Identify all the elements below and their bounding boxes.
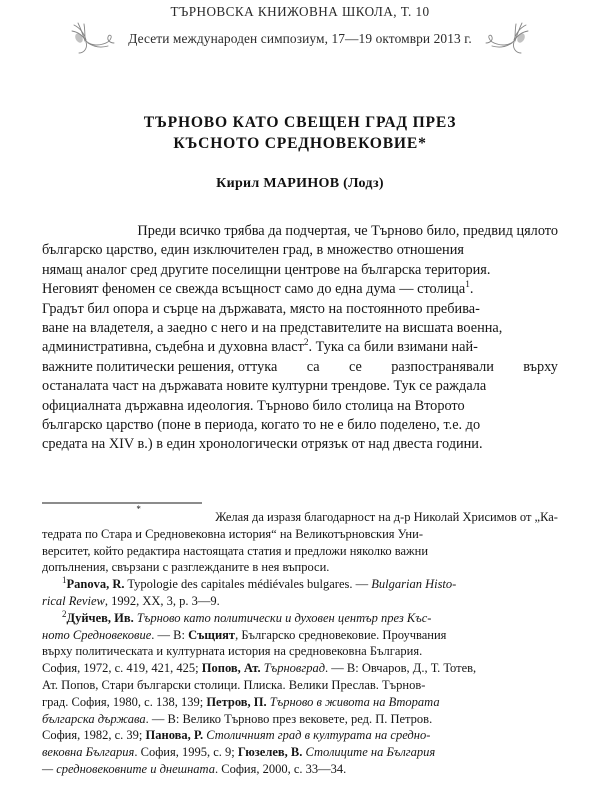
title-line-1: ТЪРНОВО КАТО СВЕЩЕН ГРАД ПРЕЗ [143,114,457,131]
footnote-star [42,504,558,576]
footnote-star-line-3: верситет, който редактира настоящата статия и предложи няколко важни [42,543,429,558]
body-line-8: важните политически решения, оттука са се разпостранявали върху [42,358,558,375]
footnote-ref-2[interactable]: 2 [303,338,309,349]
footnote-2-line-6: град. София, 1980, с. 138, 139; Петров, П. Търново в живота на Втората [42,694,440,709]
footnotes [42,504,558,778]
footnote-2-line-7: българска държава. — В: Велико Търново през вековете, ред. П. Петров. [42,711,433,726]
body-line-5: Градът бил опора и сърце на държавата, място на постоянното пребива- [42,300,480,317]
footnote-star-line-1: * Желая да изразя благодарност на д-р Николай Хрисимов от „Ка- [136,504,558,524]
footnote-1 [42,576,558,610]
footnote-ref-1[interactable]: 1 [465,280,470,291]
footnote-1-marker: 1 [62,575,67,586]
footnote-2-line-10: — средновековните и днешната. София, 2000, с. 33—34. [42,761,347,776]
page-title [0,112,600,154]
footnote-2-line-8: София, 1982, с. 39; Панова, Р. Столичният град в културата на средно- [42,728,431,743]
footnote-star-line-4: допълнения, свързани с разглежданите в нея въпроси. [42,560,330,575]
footnote-1-line-1: $^1$Panova, R. Typologie des capitales médiévales bulgares. — Bulgarian Histo- [62,575,457,592]
body-line-4: Неговият феномен се свежда всъщност само до една дума — столица$^1$. [42,280,474,298]
footnote-2-line-1: $^2$Дуйчев, Ив. Търново като политически и духовен център през Къс- [62,608,432,625]
footnote-star-line-2: тедрата по Стара и Средновековна история“ на Великотърновския Уни- [42,526,423,541]
body-line-10: официалната държавна идеология. Търново било столица на Второто [42,397,465,414]
body-line-2: българско царство, един изключителен град, в множество отношения [42,242,464,259]
footnote-2 [42,610,558,778]
paragraph-1 [42,222,558,455]
body-line-11: българско царство (поне в периода, когато то не е било поделено, т.е. до [42,417,481,434]
floral-ornament-right-icon [478,21,530,55]
footnote-2-line-3: върху политическата и културната история на средновековна България. [42,644,423,659]
footnote-2-marker: 2 [62,608,67,619]
title-line-2: КЪСНОТО СРЕДНОВЕКОВИЕ* [173,135,427,152]
body-line-9: останалата част на държавата новите културни трендове. Тук се раждала [42,378,487,395]
body-line-3: нямащ аналог сред другите поселищни центрове на българска територия. [42,261,491,278]
footnote-2-line-2: ното Средновековие. — В: Същият, Българско средновековие. Проучвания [42,627,447,642]
running-head-volume: ТЪРНОВСКА КНИЖОВНА ШКОЛА, Т. 10 [170,4,430,19]
title-block [0,112,600,192]
footnote-2-line-5: Ат. Попов, Стари български столици. Плиска. Велики Преслав. Търнов- [42,677,426,692]
floral-ornament-left-icon [70,21,122,55]
footnote-1-line-2: rical Review, 1992, XX, 3, p. 3—9. [42,593,220,608]
footnote-2-line-9: вековна България. София, 1995, с. 9; Гюзелев, В. Столиците на България [42,745,436,760]
running-head-symposium: Десети международен симпозиум, 17—19 октомври 2013 г. [128,30,472,46]
body-line-6: ване на владетеля, а заедно с него и на представителите на висшата военна, [42,320,503,337]
footnote-separator [42,502,202,504]
footnote-2-line-4: София, 1972, с. 419, 421, 425; Попов, Ат. Търновград. — В: Овчаров, Д., Т. Тотев, [42,661,477,676]
footnote-star-marker: * [136,504,141,514]
author-name: Кирил МАРИНОВ (Лодз) [216,176,384,191]
body-line-7: административна, съдебна и духовна власт$^2$. Тука са били взимани най- [42,338,478,356]
body-text [42,222,558,455]
body-line-12: средата на XIV в.) в един хронологически отрязък от над двеста години. [42,436,483,453]
body-line-1: Преди всичко трябва да подчертая, че Търново било, предвид цялото [137,223,558,239]
running-head [0,0,600,55]
